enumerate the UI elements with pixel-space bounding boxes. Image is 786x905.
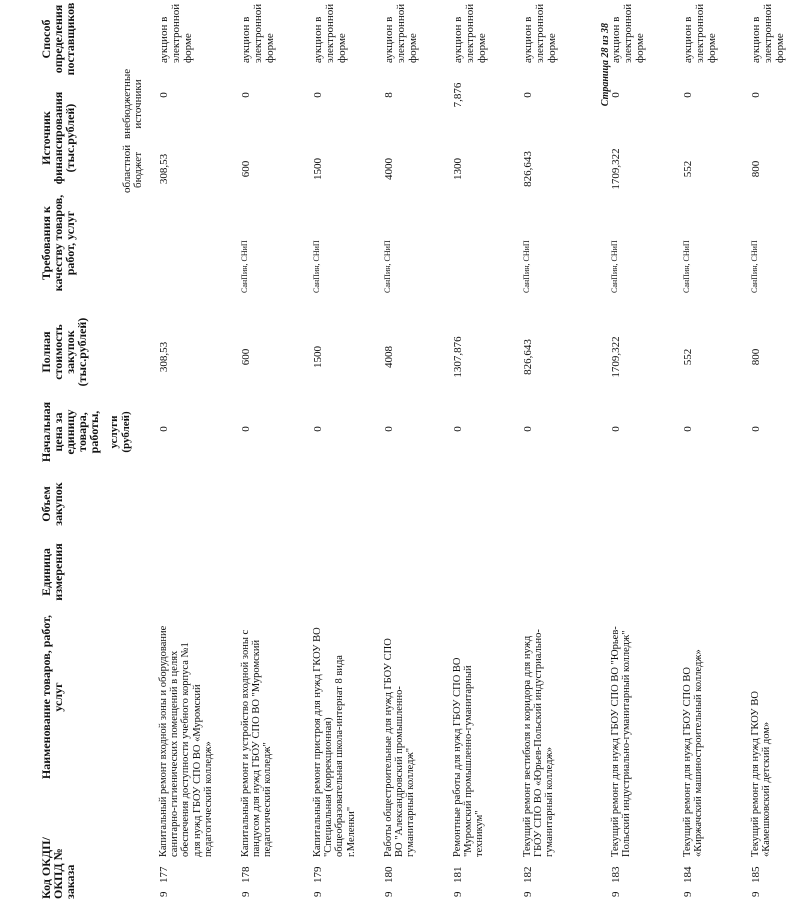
- header-start-price-tail: услуги (рублей): [108, 411, 132, 453]
- row-name: Текущий ремонт для нужд ГБОУ СПО ВО "Юрьев-Польский индустриально-гуманитарный колледж": [610, 626, 633, 857]
- row-start-price: 0: [312, 426, 324, 432]
- row-number: 177: [158, 866, 170, 883]
- row-method: аукцион в электронной форме: [312, 3, 348, 63]
- row-number: 184: [682, 866, 694, 883]
- header-unit: Единица измерения: [39, 543, 65, 601]
- row-start-price: 0: [383, 426, 395, 432]
- row-code: 9: [610, 891, 622, 897]
- row-code: 9: [312, 891, 324, 897]
- row-requirements: СанПин, СНиП: [240, 240, 249, 293]
- row-number: 179: [312, 866, 324, 883]
- row-funding-extra: 0: [522, 92, 534, 98]
- row-number: 183: [610, 866, 622, 883]
- header-method: Способ определения поставщиков: [39, 2, 77, 76]
- row-method: аукцион в электронной форме: [750, 3, 786, 63]
- row-requirements: СанПин, СНиП: [522, 240, 531, 293]
- row-funding-regional: 308,53: [158, 153, 170, 185]
- row-start-price: 0: [750, 426, 762, 432]
- row-total-cost: 1500: [312, 346, 324, 368]
- header-requirements: Требования к качеству товаров, работ, услуг: [39, 194, 77, 292]
- row-funding-extra: 0: [682, 92, 694, 98]
- row-method: аукцион в электронной форме: [158, 3, 194, 63]
- row-requirements: СанПин, СНиП: [682, 240, 691, 293]
- row-start-price: 0: [610, 426, 622, 432]
- header-funding-extra: внебюджетные источники: [121, 68, 144, 139]
- row-funding-regional: 4000: [383, 158, 395, 180]
- row-method: аукцион в электронной форме: [240, 3, 276, 63]
- row-funding-extra: 0: [240, 92, 252, 98]
- row-total-cost: 1307,876: [452, 336, 464, 378]
- row-funding-extra: 0: [610, 92, 622, 98]
- row-number: 178: [240, 866, 252, 883]
- header-code: Код ОКДП/ ОКПД № заказа: [39, 837, 77, 899]
- header-volume: Объем закупок: [39, 482, 65, 526]
- row-method: аукцион в электронной форме: [383, 3, 419, 63]
- header-funding-regional: областной бюджет: [121, 144, 144, 193]
- row-method: аукцион в электронной форме: [522, 3, 558, 63]
- row-total-cost: 308,53: [158, 341, 170, 373]
- row-name: Капитальный ремонт пристроя для нужд ГКОУ ВО "Специальная (коррекционная) общеобразовательная школа-интернат 8 вида г.Меленки": [312, 627, 357, 857]
- row-start-price: 0: [522, 426, 534, 432]
- row-requirements: СанПин, СНиП: [610, 240, 619, 293]
- row-method: аукцион в электронной форме: [452, 3, 488, 63]
- header-funding: Источник финансирования (тыс.рублей): [39, 91, 77, 185]
- row-code: 9: [383, 891, 395, 897]
- row-funding-extra: 0: [312, 92, 324, 98]
- row-name: Текущий ремонт для нужд ГБОУ СПО ВО «Киржачский машиностроительный колледж»: [682, 649, 705, 857]
- row-requirements: СанПин, СНиП: [312, 240, 321, 293]
- row-name: Работы общестроительные для нужд ГБОУ СПО ВО "Александровский промышленно-гуманитарный колледж": [383, 638, 417, 857]
- row-funding-extra: 8: [383, 92, 395, 98]
- row-start-price: 0: [158, 426, 170, 432]
- row-method: аукцион в электронной форме: [610, 3, 646, 63]
- row-funding-regional: 1709,322: [610, 148, 622, 190]
- row-start-price: 0: [682, 426, 694, 432]
- row-funding-regional: 552: [682, 160, 694, 178]
- row-code: 9: [682, 891, 694, 897]
- row-funding-regional: 600: [240, 160, 252, 178]
- row-start-price: 0: [452, 426, 464, 432]
- row-number: 185: [750, 866, 762, 883]
- row-name: Текущий ремонт вестибюля и коридора для нужд ГБОУ СПО ВО «Юрьев-Польский индустриально-гуманитарный колледж»: [522, 629, 556, 857]
- row-total-cost: 552: [682, 348, 694, 366]
- row-requirements: СанПин, СНиП: [750, 240, 759, 293]
- row-funding-extra: 0: [750, 92, 762, 98]
- row-funding-extra: 0: [158, 92, 170, 98]
- row-funding-extra: 7,876: [452, 82, 464, 108]
- header-start-price: Начальная цена за единицу товара, работы,: [39, 401, 101, 463]
- row-funding-regional: 826,643: [522, 151, 534, 187]
- row-name: Ремонтные работы для нужд ГБОУ СПО ВО "Муромский промышленно-гуманитарный техникум": [452, 657, 486, 857]
- row-start-price: 0: [240, 426, 252, 432]
- row-code: 9: [522, 891, 534, 897]
- row-funding-regional: 800: [750, 160, 762, 178]
- row-code: 9: [452, 891, 464, 897]
- row-name: Текущий ремонт для нужд ГКОУ ВО «Камешковский детский дом»: [750, 691, 773, 857]
- row-number: 182: [522, 866, 534, 883]
- row-code: 9: [240, 891, 252, 897]
- row-total-cost: 4008: [383, 346, 395, 368]
- row-funding-regional: 1500: [312, 158, 324, 180]
- row-total-cost: 800: [750, 348, 762, 366]
- page-footer: Страница 28 из 38: [600, 23, 611, 107]
- row-code: 9: [158, 891, 170, 897]
- row-name: Капитальный ремонт и устройство входной зоны с пандусом для нужд ГБОУ СПО ВО "Муромский педагогический колледж": [240, 629, 274, 857]
- row-name: Капитальный ремонт входной зоны и оборудование санитарно-гигиенических помещений в целях обеспечения доступности учебного корпуса №1 для нужд ГБОУ СПО ВО «Муромский педагогический колледж»: [158, 625, 214, 857]
- row-total-cost: 826,643: [522, 339, 534, 375]
- header-name: Наименование товаров, работ, услуг: [39, 614, 65, 780]
- row-code: 9: [750, 891, 762, 897]
- row-requirements: СанПин, СНиП: [383, 240, 392, 293]
- row-total-cost: 600: [240, 348, 252, 366]
- row-total-cost: 1709,322: [610, 336, 622, 378]
- row-number: 181: [452, 866, 464, 883]
- row-number: 180: [383, 866, 395, 883]
- row-funding-regional: 1300: [452, 158, 464, 180]
- header-total-cost: Полная стоимость закупок (тыс.рублей): [39, 317, 89, 387]
- row-method: аукцион в электронной форме: [682, 3, 718, 63]
